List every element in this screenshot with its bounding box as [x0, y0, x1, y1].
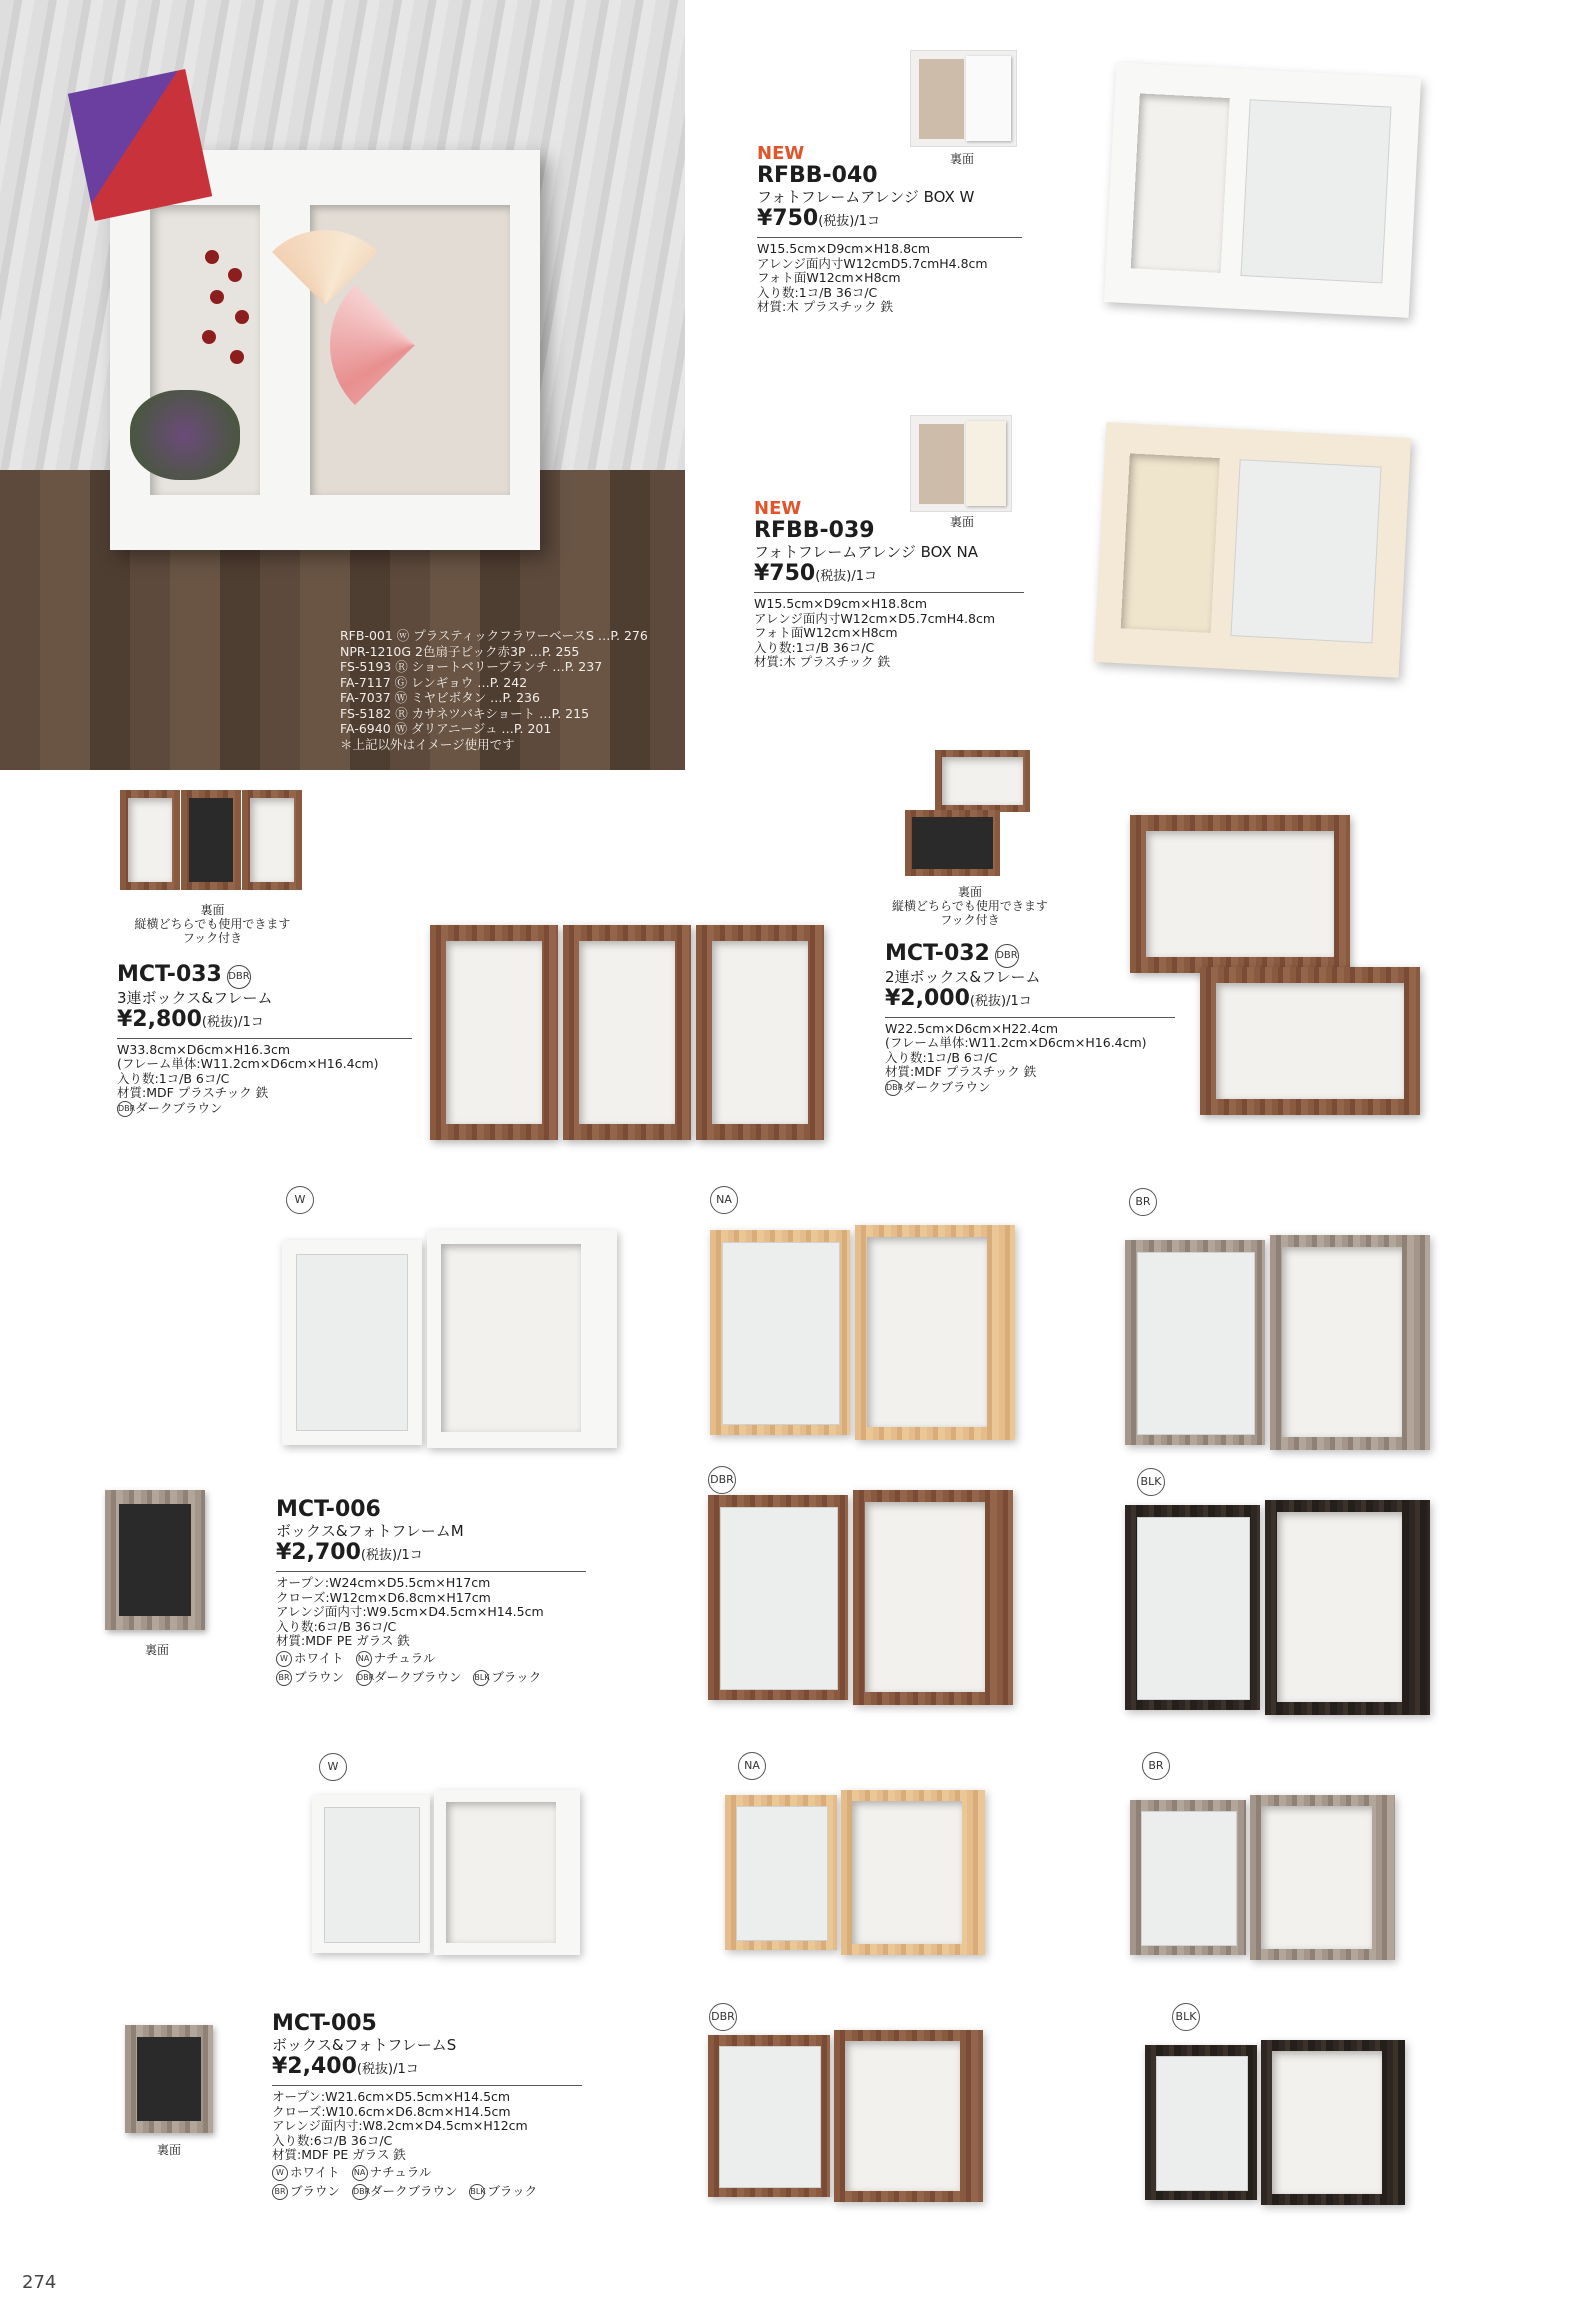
- color-badge: W: [276, 1651, 292, 1667]
- color-badge: DBR: [352, 2184, 368, 2200]
- variant-badge-blk: BLK: [1172, 2003, 1200, 2031]
- variant-badge-dbr: DBR: [708, 1466, 736, 1494]
- mct033-spec: 入り数:1コ/B 6コ/C: [117, 1070, 230, 1086]
- rfbb039-rule: [754, 592, 1024, 593]
- rfbb039-new-label: NEW: [754, 498, 802, 519]
- variant-badge-br: BR: [1142, 1752, 1170, 1780]
- mct005-price-row: [272, 2054, 592, 2083]
- mct033-back-caption: [100, 903, 325, 945]
- mct033-name: 3連ボックス&フレーム: [117, 988, 273, 1007]
- mct032-back-thumb: [905, 750, 1030, 880]
- color-label: ダークブラウン: [903, 1079, 991, 1094]
- credit-line: FS-5182 Ⓡ カサネツバキショート …P. 215: [340, 705, 590, 721]
- rfbb040-rule: [757, 237, 1022, 238]
- mct033-price: ¥2,800: [117, 1006, 202, 1032]
- back-caption-line: 裏面: [200, 903, 225, 917]
- variant-badge-br: BR: [1129, 1188, 1157, 1216]
- credit-line: RFB-001 ⓦ プラスティックフラワーベースS …P. 276: [340, 628, 648, 643]
- credit-note: ＊上記以外はイメージ使用です: [340, 736, 515, 752]
- mct006-color-row: [276, 1670, 596, 1686]
- mct006-code: MCT-006: [276, 1497, 381, 1522]
- rfbb040-back-thumb: [910, 50, 1017, 147]
- mct006-rule: [276, 1571, 586, 1572]
- mct005-unit: /1コ: [393, 2062, 419, 2077]
- variant-badge-w: W: [286, 1186, 314, 1214]
- mct032-code-row: [885, 942, 1185, 968]
- mct006-name: ボックス&フォトフレームM: [276, 1522, 464, 1540]
- mct006-variant-blk: [1125, 1500, 1430, 1715]
- rfbb039-price: ¥750: [754, 561, 816, 586]
- mct006-variant-na: [710, 1225, 1015, 1440]
- mct006-back-thumb: [105, 1490, 205, 1630]
- variant-badge-na: NA: [738, 1752, 766, 1780]
- color-label: ダークブラウン: [373, 1669, 462, 1684]
- mct006-variant-dbr: [708, 1490, 1013, 1705]
- dbr-badge: DBR: [227, 965, 251, 989]
- mct005-code: MCT-005: [272, 2011, 377, 2036]
- rfbb039-price-row: [754, 561, 1034, 590]
- rfbb040-code: RFBB-040: [757, 163, 878, 188]
- mct006-price: ¥2,700: [276, 1540, 361, 1565]
- mct032-color-row: [885, 1080, 1185, 1096]
- color-label: ナチュラル: [369, 2164, 432, 2179]
- mct005-name: ボックス&フォトフレームS: [272, 2036, 457, 2054]
- mct005-rule: [272, 2085, 582, 2086]
- mct032-rule: [885, 1017, 1175, 1018]
- color-badge: BLK: [473, 1670, 489, 1686]
- rfbb040-spec: 材質:木 プラスチック 鉄: [757, 299, 894, 314]
- mct033-price-row: [117, 1007, 417, 1036]
- mct005-back-caption: 裏面: [157, 2143, 182, 2157]
- rfbb040-price-row: [757, 206, 1027, 235]
- mct032-back-caption: [890, 885, 1050, 927]
- rfbb039-product-photo: [1094, 422, 1411, 678]
- mct033-spec: 材質:MDF プラスチック 鉄: [117, 1085, 269, 1100]
- color-badge: DBR: [885, 1080, 901, 1096]
- back-caption-line: 縦横どちらでも使用できます: [134, 917, 291, 931]
- color-badge: DBR: [117, 1101, 133, 1117]
- mct032-code: MCT-032: [885, 941, 990, 966]
- color-label: ホワイト: [294, 1650, 344, 1665]
- mct005-spec: オープン:W21.6cm×D5.5cm×H14.5cm: [272, 2089, 511, 2104]
- dbr-badge: DBR: [995, 944, 1019, 968]
- mct032-info: [885, 942, 1185, 1096]
- rfbb040-name: フォトフレームアレンジ BOX W: [757, 188, 975, 206]
- rfbb040-spec: W15.5cm×D9cm×H18.8cm: [757, 241, 931, 256]
- page-number: 274: [22, 2272, 57, 2293]
- rfbb040-back-caption: 裏面: [950, 152, 975, 166]
- mct032-spec: 入り数:1コ/B 6コ/C: [885, 1049, 998, 1065]
- color-badge: BR: [276, 1670, 292, 1686]
- mct005-spec: クローズ:W10.6cm×D6.8cm×H14.5cm: [272, 2103, 511, 2119]
- rfbb040-spec: フォト面W12cm×H8cm: [757, 270, 901, 285]
- mct006-spec: 入り数:6コ/B 36コ/C: [276, 1618, 397, 1634]
- rfbb040-tax: (税抜): [818, 214, 855, 229]
- color-badge: W: [272, 2165, 288, 2181]
- mct005-color-row: [272, 2184, 592, 2200]
- mct005-spec: 材質:MDF PE ガラス 鉄: [272, 2147, 406, 2162]
- mct033-unit: /1コ: [238, 1014, 264, 1030]
- color-label: ブラウン: [290, 2183, 341, 2198]
- mct006-spec: クローズ:W12cm×D6.8cm×H17cm: [276, 1589, 491, 1605]
- color-label: ブラック: [487, 2183, 538, 2198]
- mct005-spec: 入り数:6コ/B 36コ/C: [272, 2132, 393, 2148]
- mct005-variant-blk: [1145, 2040, 1405, 2205]
- credit-line: NPR-1210G 2色扇子ピック赤3P …P. 255: [340, 643, 580, 659]
- variant-badge-na: NA: [710, 1186, 738, 1214]
- rfbb039-spec: W15.5cm×D9cm×H18.8cm: [754, 596, 928, 611]
- mct005-variant-na: [725, 1790, 985, 1955]
- credit-line: FA-7037 Ⓦ ミヤビボタン …P. 236: [340, 690, 540, 705]
- mct005-spec: アレンジ面内寸:W8.2cm×D4.5cm×H12cm: [272, 2118, 528, 2133]
- color-badge: NA: [352, 2165, 368, 2181]
- rfbb039-spec: 入り数:1コ/B 36コ/C: [754, 639, 875, 655]
- mct006-back-caption: 裏面: [145, 1643, 170, 1657]
- mct006-tax: (税抜): [360, 1548, 398, 1563]
- mct005-variant-w: [312, 1790, 580, 1955]
- credit-line: FA-7117 Ⓖ レンギョウ …P. 242: [340, 674, 528, 690]
- mct032-name: 2連ボックス&フレーム: [885, 967, 1041, 986]
- rfbb039-spec: アレンジ面内寸W12cm×D5.7cmH4.8cm: [754, 610, 996, 626]
- hero-photo: [0, 0, 685, 770]
- color-label: ダークブラウン: [369, 2183, 458, 2198]
- color-badge: DBR: [356, 1670, 372, 1686]
- color-label: ダークブラウン: [135, 1100, 223, 1115]
- rfbb039-spec: フォト面W12cm×H8cm: [754, 625, 898, 640]
- variant-badge-w: W: [319, 1753, 347, 1781]
- back-caption-line: 縦横どちらでも使用できます: [892, 899, 1048, 913]
- color-badge: BR: [272, 2184, 288, 2200]
- mct005-color-row: [272, 2165, 592, 2181]
- variant-badge-blk: BLK: [1137, 1468, 1165, 1496]
- rfbb039-tax: (税抜): [815, 569, 852, 584]
- mct033-spec: W33.8cm×D6cm×H16.3cm: [117, 1041, 291, 1057]
- mct033-code-row: [117, 963, 417, 989]
- mct006-info: [276, 1498, 596, 1686]
- rfbb040-new-label: NEW: [757, 143, 805, 164]
- rfbb039-info: [754, 499, 1034, 670]
- back-caption-line: 裏面: [957, 885, 982, 899]
- mct032-spec: 材質:MDF プラスチック 鉄: [885, 1064, 1037, 1079]
- rfbb040-product-photo: [1104, 62, 1421, 318]
- mct032-price-row: [885, 986, 1185, 1015]
- mct006-unit: /1コ: [397, 1548, 423, 1563]
- mct033-color-row: [117, 1101, 417, 1117]
- back-caption-line: フック付き: [940, 913, 1000, 927]
- color-label: ホワイト: [290, 2164, 340, 2179]
- ornamental-cabbage: [130, 390, 240, 480]
- credit-line: FA-6940 Ⓦ ダリアニージュ …P. 201: [340, 721, 552, 736]
- mct006-spec: オープン:W24cm×D5.5cm×H17cm: [276, 1575, 491, 1590]
- mct032-tax: (税抜): [969, 993, 1007, 1009]
- mct032-spec: (フレーム単体:W11.2cm×D6cm×H16.4cm): [885, 1035, 1147, 1050]
- mct032-price: ¥2,000: [885, 985, 970, 1011]
- mct033-product-photo: [430, 925, 825, 1140]
- mct005-variant-dbr: [708, 2030, 983, 2202]
- mct006-variant-w: [282, 1230, 617, 1450]
- rfbb040-info: [757, 144, 1027, 315]
- mct032-spec: W22.5cm×D6cm×H22.4cm: [885, 1020, 1059, 1036]
- rfbb040-price: ¥750: [757, 206, 819, 231]
- mct005-tax: (税抜): [356, 2062, 394, 2077]
- mct006-color-row: [276, 1651, 596, 1667]
- color-label: ナチュラル: [373, 1650, 436, 1665]
- mct006-price-row: [276, 1540, 596, 1569]
- rfbb039-spec: 材質:木 プラスチック 鉄: [754, 654, 891, 669]
- color-label: ブラック: [491, 1669, 542, 1684]
- mct006-spec: 材質:MDF PE ガラス 鉄: [276, 1633, 410, 1648]
- rfbb039-code: RFBB-039: [754, 518, 875, 543]
- color-badge: NA: [356, 1651, 372, 1667]
- credit-line: FS-5193 Ⓡ ショートベリーブランチ …P. 237: [340, 659, 603, 674]
- rfbb040-spec: アレンジ面内寸W12cmD5.7cmH4.8cm: [757, 255, 988, 271]
- mct033-info: [117, 963, 417, 1117]
- rfbb039-name: フォトフレームアレンジ BOX NA: [754, 543, 979, 561]
- rfbb040-spec: 入り数:1コ/B 36コ/C: [757, 284, 878, 300]
- berry-branch: [200, 250, 260, 370]
- back-caption-line: フック付き: [182, 931, 243, 945]
- mct005-variant-br: [1130, 1795, 1395, 1960]
- mct005-back-thumb: [125, 2025, 213, 2133]
- mct033-rule: [117, 1038, 412, 1039]
- hero-photo-frame: [110, 150, 540, 550]
- mct033-back-thumb: [120, 790, 303, 890]
- rfbb039-back-thumb: [910, 415, 1012, 512]
- mct033-spec: (フレーム単体:W11.2cm×D6cm×H16.4cm): [117, 1056, 379, 1071]
- mct006-spec: アレンジ面内寸:W9.5cm×D4.5cm×H14.5cm: [276, 1604, 544, 1619]
- mct005-price: ¥2,400: [272, 2054, 357, 2079]
- mct005-info: [272, 2012, 592, 2200]
- hero-credits: [340, 628, 680, 752]
- mct033-tax: (税抜): [201, 1014, 239, 1030]
- rfbb039-unit: /1コ: [851, 569, 878, 584]
- color-badge: BLK: [469, 2184, 485, 2200]
- rfbb039-back-caption: 裏面: [950, 515, 975, 529]
- rfbb040-unit: /1コ: [854, 214, 881, 229]
- color-label: ブラウン: [294, 1669, 345, 1684]
- mct006-variant-br: [1125, 1235, 1430, 1450]
- variant-badge-dbr: DBR: [709, 2003, 737, 2031]
- mct033-code: MCT-033: [117, 962, 222, 987]
- mct032-unit: /1コ: [1006, 993, 1032, 1009]
